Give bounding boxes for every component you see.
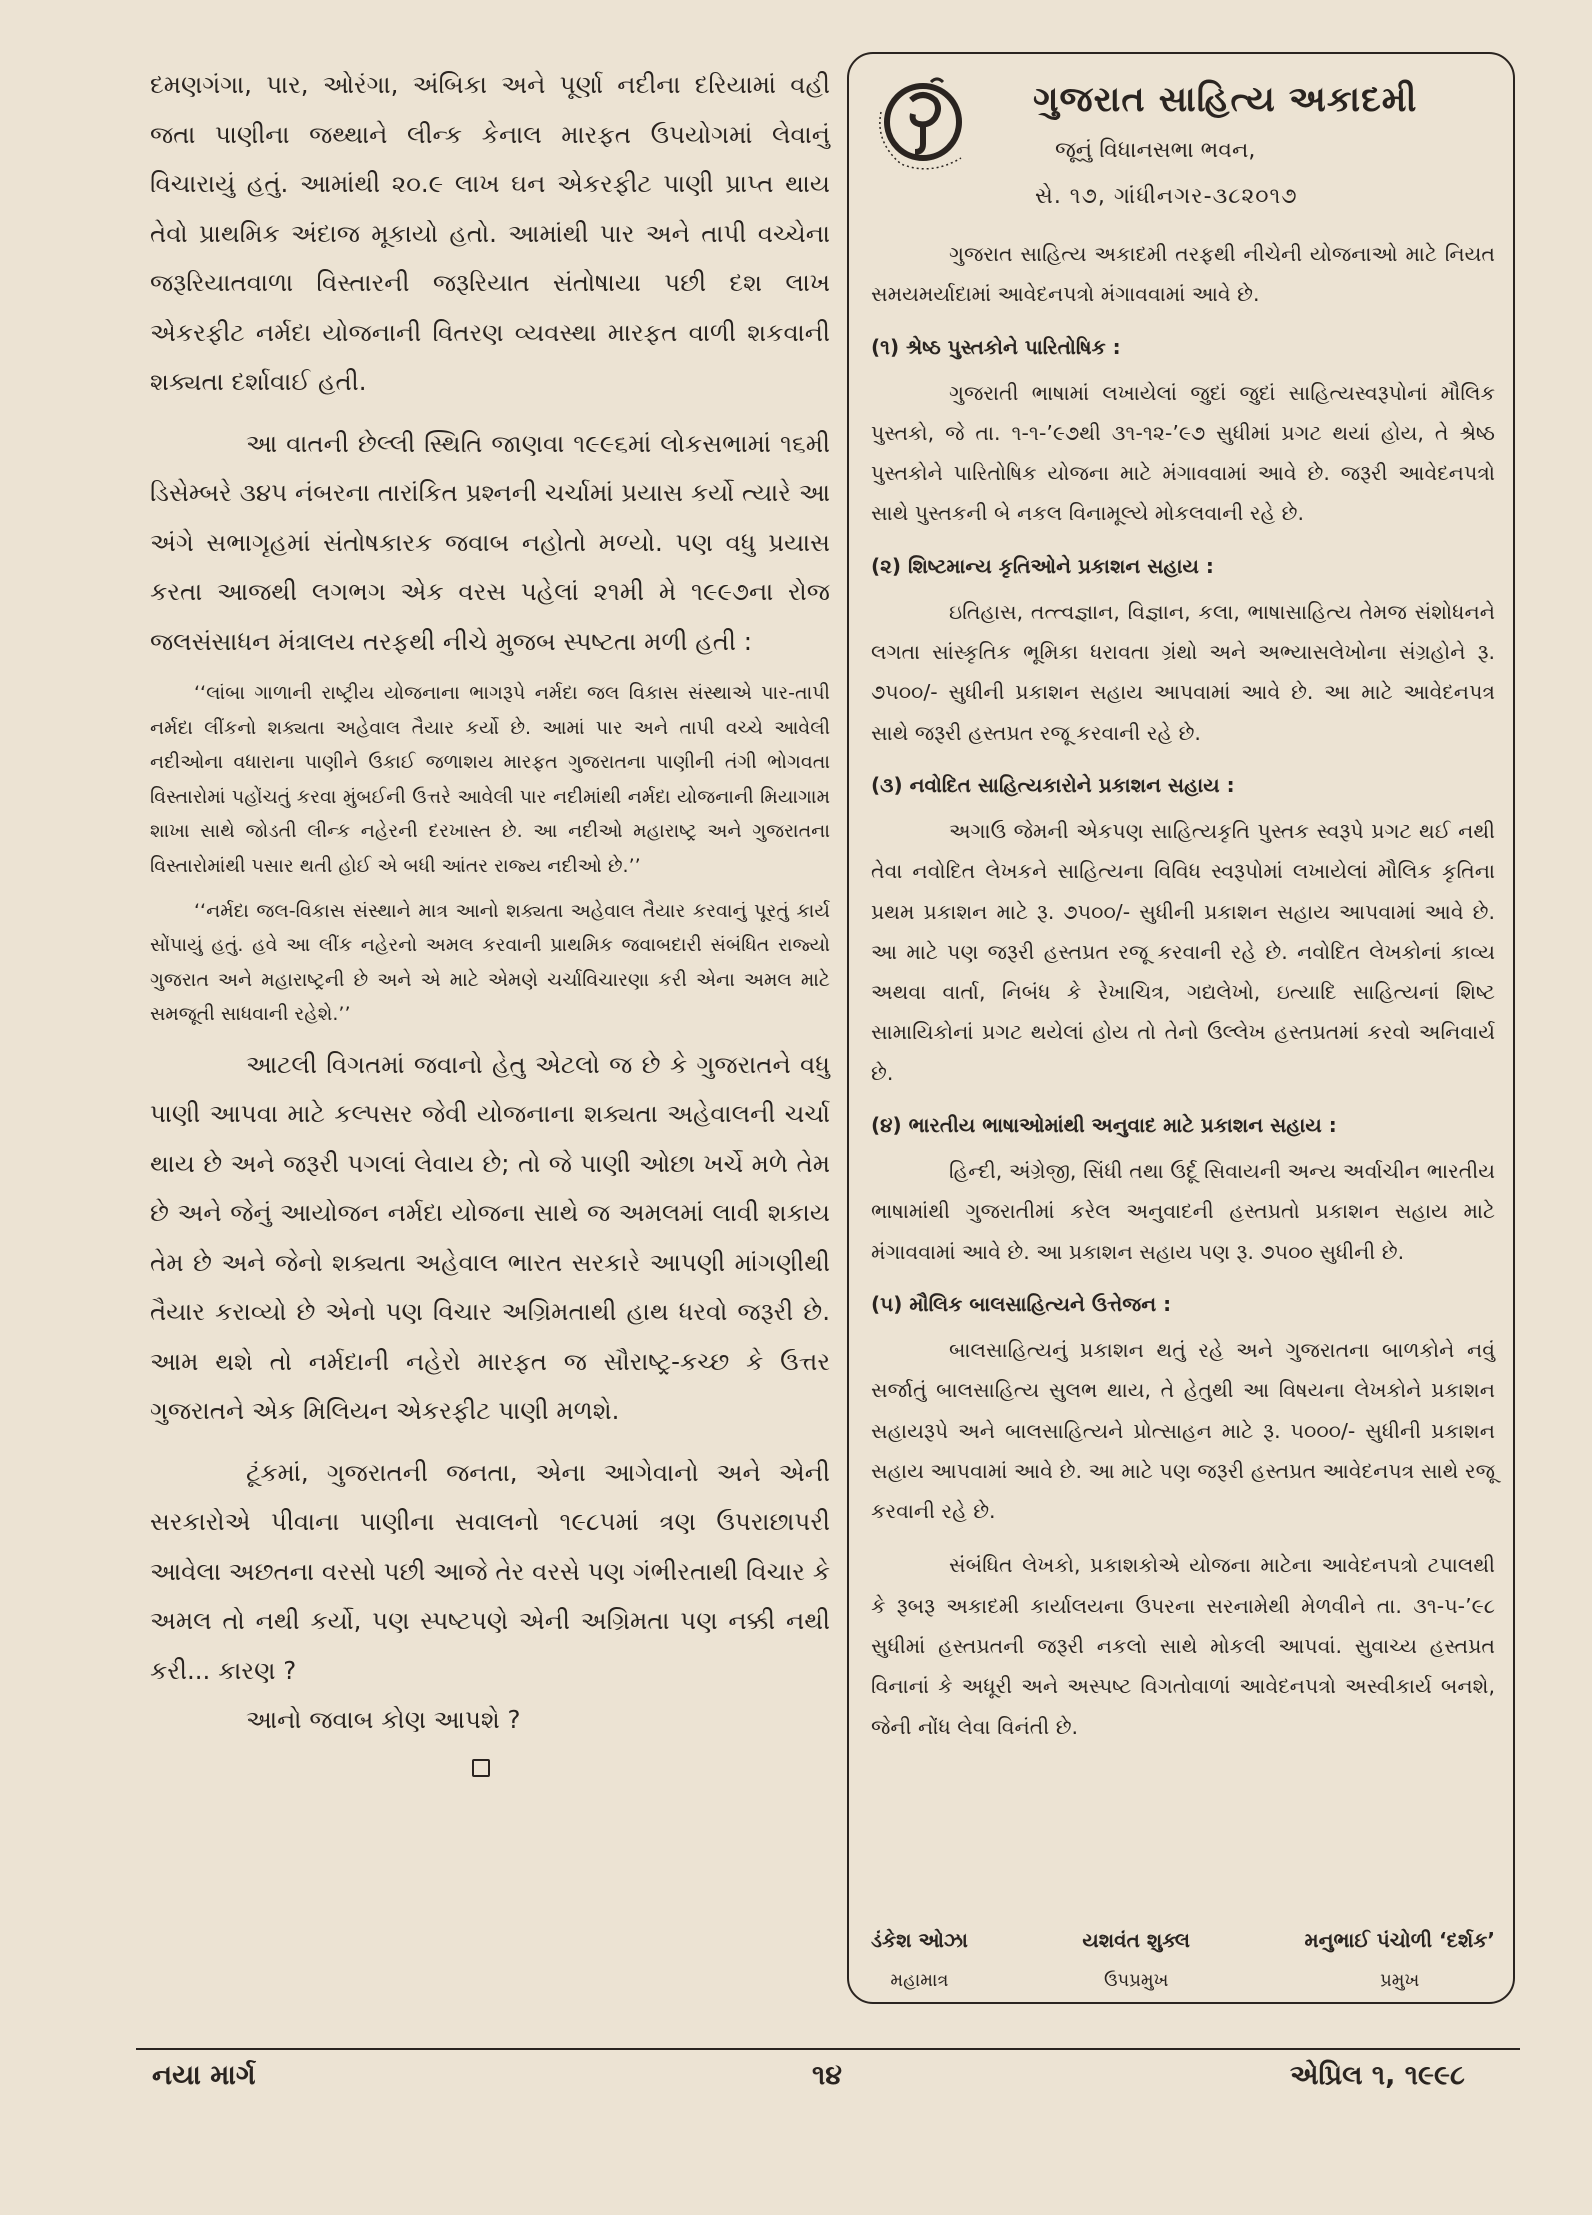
section-body: ગુજરાતી ભાષામાં લખાયેલાં જુદાં જુદાં સાહિત્યસ્વરૂપોનાં મૌલિક પુસ્તકો, જે તા. ૧-૧-’૯૭થી ૩૧-૧૨-’૯૭ સુધીમાં પ્રગટ થયાં હોય, તે શ્રેષ્ઠ પુસ્તકોને પારિતોષિક યોજના માટે મંગાવવામાં આવે છે. જરૂરી આવેદનપત્રો સાથે પુસ્તકની બે નકલ વિનામૂલ્યે મોકલવાની રહે છે. xyxy=(871,380,1495,526)
quote-paragraph: ‘‘નર્મદા જલ-વિકાસ સંસ્થાને માત્ર આનો શક્યતા અહેવાલ તૈયાર કરવાનું પૂરતું કાર્ય સોંપાયું હતું. હવે આ લીંક નહેરનો અમલ કરવાની પ્રાથમિક જવાબદારી સંબંધિત રાજ્યો ગુજરાત અને મહારાષ્ટ્રની છે અને એ માટે એમણે ચર્ચાવિચારણા કરી એના અમલ માટે સમજૂતી સાધવાની રહેશે.’’ xyxy=(150,899,830,1026)
signatory-title: ઉપપ્રમુખ xyxy=(1103,1970,1169,1991)
section-body: અગાઉ જેમની એકપણ સાહિત્યકૃતિ પુસ્તક સ્વરૂપે પ્રગટ થઈ નથી તેવા નવોદિત લેખકને સાહિત્યના વિવિધ સ્વરૂપોમાં લખાયેલાં મૌલિક કૃતિના પ્રથમ પ્રકાશન માટે રૂ. ૭૫૦૦/- સુધીની પ્રકાશન સહાય આપવામાં આવે છે. આ માટે પણ જરૂરી હસ્તપ્રત રજૂ કરવાની રહે છે. નવોદિત લેખકોનાં કાવ્ય અથવા વાર્તા, નિબંધ કે રેખાચિત્ર, ગદ્યલેખો, ઇત્યાદિ સાહિત્યનાં શિષ્ટ સામાયિકોનાં પ્રગટ થયેલાં હોય તો તેનો ઉલ્લેખ હસ્તપ્રતમાં કરવો અનિવાર્ય છે. xyxy=(871,818,1495,1085)
section-body: ઇતિહાસ, તત્ત્વજ્ઞાન, વિજ્ઞાન, કલા, ભાષાસાહિત્ય તેમજ સંશોધનને લગતા સાંસ્કૃતિક ભૂમિકા ધરાવતા ગ્રંથો અને અભ્યાસલેખોના સંગ્રહોને રૂ. ૭૫૦૦/- સુધીની પ્રકાશન સહાય આપવામાં આવે છે. આ માટે આવેદનપત્ર સાથે જરૂરી હસ્તપ્રત રજૂ કરવાની રહે છે. xyxy=(871,599,1495,745)
announcement-intro: ગુજરાત સાહિત્ય અકાદમી તરફથી નીચેની યોજનાઓ માટે નિયત સમયમર્યાદામાં આવેદનપત્રો મંગાવવામાં આવે છે. xyxy=(871,242,1495,307)
section-title: (૪) ભારતીય ભાષાઓમાંથી અનુવાદ માટે પ્રકાશન સહાય : xyxy=(871,1113,1337,1138)
signatory xyxy=(1082,1928,1190,1991)
announcement-closing: સંબંધિત લેખકો, પ્રકાશકોએ યોજના માટેના આવેદનપત્રો ટપાલથી કે રૂબરૂ અકાદમી કાર્યાલયના ઉપરના સરનામેથી મેળવીને તા. ૩૧-૫-’૯૮ સુધીમાં હસ્તપ્રતની જરૂરી નકલો સાથે મોકલી આપવાં. સુવાચ્ય હસ્તપ્રત વિનાનાં કે અધૂરી અને અસ્પષ્ટ વિગતોવાળાં આવેદનપત્રો અસ્વીકાર્ય બનશે, જેની નોંધ લેવા વિનંતી છે. xyxy=(871,1553,1495,1739)
signatory-name: ડંકેશ ઓઝા xyxy=(871,1928,968,1952)
signatory xyxy=(1304,1928,1495,1991)
signatory-title: મહામાત્ર xyxy=(890,1970,949,1991)
article-column xyxy=(150,60,830,1777)
article-paragraph: આ વાતની છેલ્લી સ્થિતિ જાણવા ૧૯૯૬માં લોકસભામાં ૧૬મી ડિસેમ્બરે ૩૪૫ નંબરના તારાંકિત પ્રશ્નની ચર્ચામાં પ્રયાસ કર્યો ત્યારે આ અંગે સભાગૃહમાં સંતોષકારક જવાબ નહોતો મળ્યો. પણ વધુ પ્રયાસ કરતા આજથી લગભગ એક વરસ પહેલાં ૨૧મી મે ૧૯૯૭ના રોજ જલસંસાધન મંત્રાલય તરફથી નીચે મુજબ સ્પષ્ટતા મળી હતી : xyxy=(150,428,830,656)
announcement-content xyxy=(871,234,1495,1747)
magazine-name: નયા માર્ગ xyxy=(152,2060,256,2091)
article-closing-question: આનો જવાબ કોણ આપશે ? xyxy=(246,1705,521,1735)
footer-divider xyxy=(136,2048,1520,2050)
page-number: ૧૪ xyxy=(812,2060,842,2091)
section-title: (૩) નવોદિત સાહિત્યકારોને પ્રકાશન સહાય : xyxy=(871,772,1235,797)
section-title: (૫) મૌલિક બાલસાહિત્યને ઉત્તેજન : xyxy=(871,1291,1172,1316)
signatory-name: યશવંત શુક્લ xyxy=(1082,1928,1190,1952)
article-paragraph: આટલી વિગતમાં જવાનો હેતુ એટલો જ છે કે ગુજરાતને વધુ પાણી આપવા માટે કલ્પસર જેવી યોજનાના શક્યતા અહેવાલની ચર્ચા થાય છે અને જરૂરી પગલાં લેવાય છે; તો જે પાણી ઓછા ખર્ચે મળે તેમ છે અને જેનું આયોજન નર્મદા યોજના સાથે જ અમલમાં લાવી શકાય તેમ છે અને જેનો શક્યતા અહેવાલ ભારત સરકારે આપણી માંગણીથી તૈયાર કરાવ્યો છે એનો પણ વિચાર અગ્રિમતાથી હાથ ધરવો જરૂરી છે. આમ થશે તો નર્મદાની નહેરો મારફત જ સૌરાષ્ટ્ર-કચ્છ કે ઉત્તર ગુજરાતને એક મિલિયન એકરફીટ પાણી મળશે. xyxy=(150,1049,830,1426)
end-mark-icon xyxy=(472,1759,490,1777)
issue-date: એપ્રિલ ૧, ૧૯૯૮ xyxy=(1290,2060,1465,2091)
section-body: બાલસાહિત્યનું પ્રકાશન થતું રહે અને ગુજરાતના બાળકોને નવું સર્જાતું બાલસાહિત્ય સુલભ થાય, તે હેતુથી આ વિષયના લેખકોને પ્રકાશન સહાયરૂપે અને બાલસાહિત્યને પ્રોત્સાહન માટે રૂ. ૫૦૦૦/- સુધીની પ્રકાશન સહાય આપવામાં આવે છે. આ માટે પણ જરૂરી હસ્તપ્રત આવેદનપત્ર સાથે રજૂ કરવાની રહે છે. xyxy=(871,1337,1495,1524)
akademi-address-line1: જૂનું વિધાનસભા ભવન, xyxy=(1055,138,1256,163)
signatory xyxy=(871,1928,968,1991)
section-title: (૨) શિષ્ટમાન્ય કૃતિઓને પ્રકાશન સહાય : xyxy=(871,553,1214,578)
section-title: (૧) શ્રેષ્ઠ પુસ્તકોને પારિતોષિક : xyxy=(871,334,1121,359)
akademi-address-line2: સે. ૧૭, ગાંધીનગર-૩૮૨૦૧૭ xyxy=(1035,184,1298,209)
signatory-name: મનુભાઈ પંચોળી ‘દર્શક’ xyxy=(1304,1928,1495,1952)
quoted-statement xyxy=(150,676,830,1032)
signatory-title: પ્રમુખ xyxy=(1380,1970,1420,1991)
article-paragraph: ટૂંકમાં, ગુજરાતની જનતા, એના આગેવાનો અને એની સરકારોએ પીવાના પાણીના સવાલનો ૧૯૮૫માં ત્રણ ઉપરાછાપરી આવેલા અછતના વરસો પછી આજે તેર વરસે પણ ગંભીરતાથી વિચાર કે અમલ તો નથી કર્યો, પણ સ્પષ્ટપણે એની અગ્રિમતા પણ નક્કી નથી કરી... કારણ ? xyxy=(150,1457,830,1685)
akademi-logo-icon xyxy=(871,72,971,174)
quote-paragraph: ‘‘લાંબા ગાળાની રાષ્ટ્રીય યોજનાના ભાગરૂપે નર્મદા જલ વિકાસ સંસ્થાએ પાર-તાપી નર્મદા લીંકનો શક્યતા અહેવાલ તૈયાર કર્યો છે. આમાં પાર અને તાપી વચ્ચે આવેલી નદીઓના વધારાના પાણીને ઉકાઈ જળાશય મારફત ગુજરાતના પાણીની તંગી ભોગવતા વિસ્તારોમાં પહોંચતું કરવા મુંબઈની ઉત્તરે આવેલી પાર નદીમાંથી નર્મદા યોજનાની મિયાગામ શાખા સાથે જોડતી લીન્ક નહેરની દરખાસ્ત છે. આ નદીઓ મહારાષ્ટ્ર અને ગુજરાતના વિસ્તારોમાંથી પસાર થતી હોઈ એ બધી આંતર રાજ્ય નદીઓ છે.’’ xyxy=(150,682,830,877)
article-paragraph: દમણગંગા, પાર, ઓરંગા, અંબિકા અને પૂર્ણા નદીના દરિયામાં વહી જતા પાણીના જથ્થાને લીન્ક કેનાલ મારફત ઉપયોગમાં લેવાનું વિચારાયું હતું. આમાંથી ૨૦.૯ લાખ ઘન એકરફીટ પાણી પ્રાપ્ત થાય તેવો પ્રાથમિક અંદાજ મૂકાયો હતો. આમાંથી પાર અને તાપી વચ્ચેના જરૂરિયાતવાળા વિસ્તારની જરૂરિયાત સંતોષાયા પછી દશ લાખ એકરફીટ નર્મદા યોજનાની વિતરણ વ્યવસ્થા મારફત વાળી શકવાની શક્યતા દર્શાવાઈ હતી. xyxy=(150,70,830,396)
section-body: હિન્દી, અંગ્રેજી, સિંધી તથા ઉર્દૂ સિવાયની અન્ય અર્વાચીન ભારતીય ભાષામાંથી ગુજરાતીમાં કરેલ અનુવાદની હસ્તપ્રતો પ્રકાશન સહાય માટે મંગાવવામાં આવે છે. આ પ્રકાશન સહાય પણ રૂ. ૭૫૦૦ સુધીની છે. xyxy=(871,1159,1495,1264)
akademi-announcement-box xyxy=(847,52,1515,2004)
akademi-name: ગુજરાત સાહિત્ય અકાદમી xyxy=(1033,80,1418,120)
signatories xyxy=(871,1928,1495,1991)
